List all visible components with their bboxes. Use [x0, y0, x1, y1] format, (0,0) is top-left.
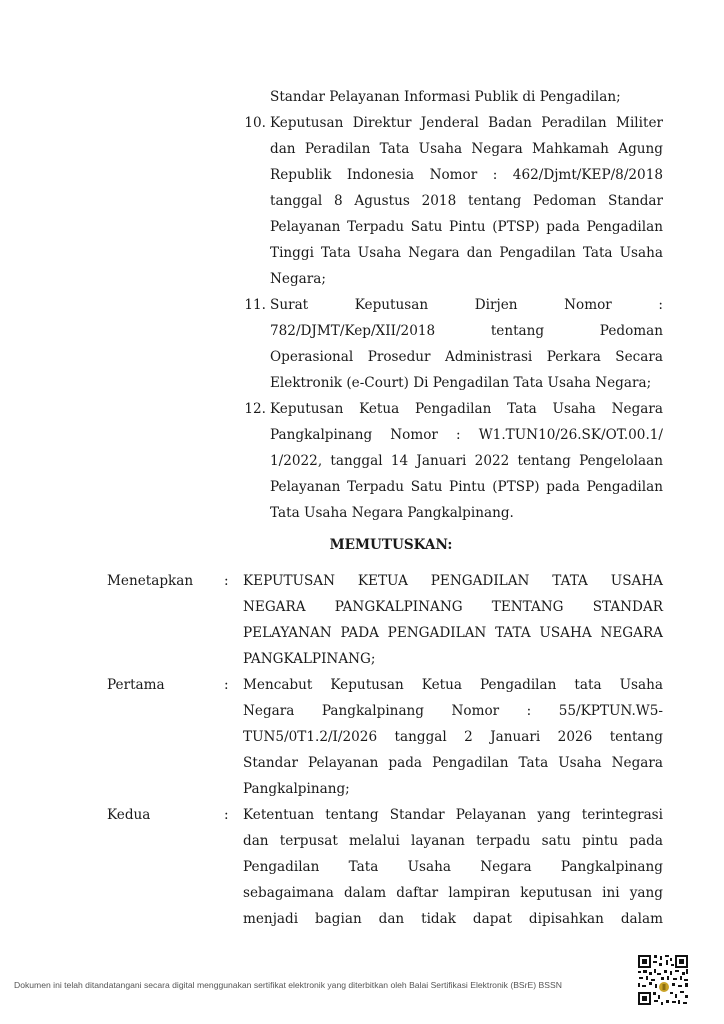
decision-colon: : [224, 807, 229, 823]
list-item-line: 1/2022, tanggal 14 Januari 2022 tentang Pengelolaan [270, 453, 663, 469]
list-item-line: Republik Indonesia Nomor : 462/Djmt/KEP/8/2018 [270, 167, 663, 183]
list-item-number: 12. [244, 401, 266, 417]
decision-label: Kedua [107, 807, 151, 823]
decision-line: NEGARA PANGKALPINANG TENTANG STANDAR [243, 599, 663, 615]
decision-line: sebagaimana dalam daftar lampiran keputusan ini yang [243, 885, 663, 901]
list-item-line: Tinggi Tata Usaha Negara dan Pengadilan Tata Usaha [270, 245, 663, 261]
list-item-line: 782/DJMT/Kep/XII/2018 tentang Pedoman [270, 323, 663, 339]
list-item-line: tanggal 8 Agustus 2018 tentang Pedoman Standar [270, 193, 663, 209]
list-item-line: Pelayanan Terpadu Satu Pintu (PTSP) pada Pengadilan [270, 219, 663, 235]
decision-line: KEPUTUSAN KETUA PENGADILAN TATA USAHA [243, 573, 663, 589]
decision-label: Menetapkan [107, 573, 194, 589]
list-item-line: dan Peradilan Tata Usaha Negara Mahkamah Agung [270, 141, 663, 157]
decision-line: TUN5/0T1.2/I/2026 tanggal 2 Januari 2026 tentang [243, 729, 663, 745]
list-item-line: Keputusan Direktur Jenderal Badan Peradilan Militer [270, 115, 663, 131]
decision-colon: : [224, 677, 229, 693]
section-heading: MEMUTUSKAN: [329, 537, 453, 553]
decision-line: Pengadilan Tata Usaha Negara Pangkalpinang [243, 859, 663, 875]
decision-line: dan terpusat melalui layanan terpadu satu pintu pada [243, 833, 663, 849]
list-item-number: 10. [244, 115, 266, 131]
list-item-line: Tata Usaha Negara Pangkalpinang. [270, 505, 514, 521]
list-item-line: Pelayanan Terpadu Satu Pintu (PTSP) pada Pengadilan [270, 479, 663, 495]
list-continuation-line: Standar Pelayanan Informasi Publik di Pengadilan; [270, 89, 621, 105]
list-item-number: 11. [244, 297, 266, 313]
qr-code-icon [637, 954, 689, 1006]
list-item-line: Pangkalpinang Nomor : W1.TUN10/26.SK/OT.00.1/ [270, 427, 663, 443]
decision-line: Mencabut Keputusan Ketua Pengadilan tata Usaha [243, 677, 663, 693]
decision-label: Pertama [107, 677, 165, 693]
list-item-line: Keputusan Ketua Pengadilan Tata Usaha Negara [270, 401, 663, 417]
decision-colon: : [224, 573, 229, 589]
decision-line: PELAYANAN PADA PENGADILAN TATA USAHA NEGARA [243, 625, 663, 641]
list-item-line: Operasional Prosedur Administrasi Perkara Secara [270, 349, 663, 365]
decision-line: menjadi bagian dan tidak dapat dipisahkan dalam [243, 911, 663, 927]
decision-line: Negara Pangkalpinang Nomor : 55/KPTUN.W5- [243, 703, 663, 719]
digital-signature-footer: Dokumen ini telah ditandatangani secara digital menggunakan sertifikat elektronik yang diterbitkan oleh Balai Sertifikasi Elektronik (BSrE) BSSN [14, 980, 562, 990]
decision-line: PANGKALPINANG; [243, 651, 376, 667]
decision-line: Standar Pelayanan pada Pengadilan Tata Usaha Negara [243, 755, 663, 771]
decision-line: Pangkalpinang; [243, 781, 350, 797]
decision-line: Ketentuan tentang Standar Pelayanan yang terintegrasi [243, 807, 663, 823]
list-item-line: Elektronik (e-Court) Di Pengadilan Tata Usaha Negara; [270, 375, 652, 391]
list-item-line: Negara; [270, 271, 326, 287]
list-item-line: Surat Keputusan Dirjen Nomor : [270, 297, 663, 313]
